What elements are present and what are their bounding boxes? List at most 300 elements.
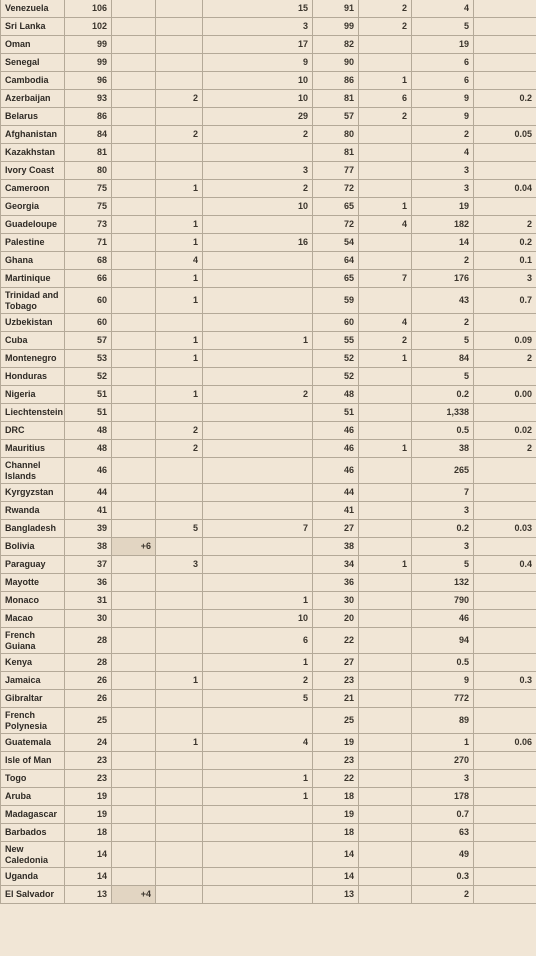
- active-cases-cell: 52: [313, 350, 359, 368]
- cases-per-million-cell: 19: [412, 36, 474, 54]
- active-cases-cell: 52: [313, 368, 359, 386]
- total-deaths-cell: [156, 806, 203, 824]
- new-cases-cell: [112, 824, 156, 842]
- active-cases-cell: 14: [313, 868, 359, 886]
- total-cases-cell: 75: [65, 180, 112, 198]
- cases-per-million-cell: 182: [412, 216, 474, 234]
- table-row: [1, 350, 536, 368]
- country-name-cell: Kenya: [1, 654, 65, 672]
- total-deaths-cell: [156, 72, 203, 90]
- serious-critical-cell: [359, 422, 412, 440]
- total-deaths-cell: 1: [156, 288, 203, 314]
- deaths-per-million-cell: 2: [474, 440, 536, 458]
- total-recovered-cell: [203, 216, 313, 234]
- country-name-cell: Rwanda: [1, 502, 65, 520]
- country-name-cell: French Guiana: [1, 628, 65, 654]
- country-name-cell: Afghanistan: [1, 126, 65, 144]
- country-name-cell: Oman: [1, 36, 65, 54]
- active-cases-cell: 22: [313, 770, 359, 788]
- deaths-per-million-cell: [474, 842, 536, 868]
- cases-per-million-cell: 4: [412, 0, 474, 18]
- new-cases-cell: [112, 90, 156, 108]
- country-name-cell: Honduras: [1, 368, 65, 386]
- total-cases-cell: 51: [65, 404, 112, 422]
- total-cases-cell: 28: [65, 654, 112, 672]
- table-row: [1, 90, 536, 108]
- new-cases-cell: [112, 734, 156, 752]
- total-recovered-cell: [203, 288, 313, 314]
- active-cases-cell: 23: [313, 752, 359, 770]
- cases-per-million-cell: 43: [412, 288, 474, 314]
- total-deaths-cell: [156, 868, 203, 886]
- serious-critical-cell: [359, 502, 412, 520]
- total-cases-cell: 84: [65, 126, 112, 144]
- country-name-cell: Liechtenstein: [1, 404, 65, 422]
- serious-critical-cell: [359, 708, 412, 734]
- deaths-per-million-cell: [474, 36, 536, 54]
- active-cases-cell: 34: [313, 556, 359, 574]
- serious-critical-cell: [359, 252, 412, 270]
- cases-per-million-cell: 14: [412, 234, 474, 252]
- total-recovered-cell: [203, 752, 313, 770]
- active-cases-cell: 81: [313, 90, 359, 108]
- total-cases-cell: 23: [65, 770, 112, 788]
- new-cases-cell: [112, 610, 156, 628]
- table-row: [1, 18, 536, 36]
- cases-per-million-cell: 2: [412, 252, 474, 270]
- table-row: [1, 422, 536, 440]
- serious-critical-cell: [359, 36, 412, 54]
- new-cases-cell: [112, 868, 156, 886]
- total-recovered-cell: [203, 708, 313, 734]
- deaths-per-million-cell: 0.05: [474, 126, 536, 144]
- new-cases-cell: [112, 628, 156, 654]
- country-name-cell: Cambodia: [1, 72, 65, 90]
- total-deaths-cell: 2: [156, 90, 203, 108]
- table-row: [1, 628, 536, 654]
- serious-critical-cell: 2: [359, 0, 412, 18]
- cases-per-million-cell: 19: [412, 198, 474, 216]
- deaths-per-million-cell: [474, 0, 536, 18]
- total-deaths-cell: [156, 654, 203, 672]
- deaths-per-million-cell: [474, 368, 536, 386]
- total-recovered-cell: [203, 806, 313, 824]
- total-cases-cell: 38: [65, 538, 112, 556]
- country-name-cell: Nigeria: [1, 386, 65, 404]
- active-cases-cell: 13: [313, 886, 359, 904]
- total-recovered-cell: 10: [203, 198, 313, 216]
- deaths-per-million-cell: 0.04: [474, 180, 536, 198]
- total-recovered-cell: 1: [203, 770, 313, 788]
- total-deaths-cell: 5: [156, 520, 203, 538]
- serious-critical-cell: 2: [359, 18, 412, 36]
- serious-critical-cell: [359, 520, 412, 538]
- new-cases-cell: [112, 842, 156, 868]
- active-cases-cell: 51: [313, 404, 359, 422]
- active-cases-cell: 46: [313, 422, 359, 440]
- active-cases-cell: 27: [313, 654, 359, 672]
- active-cases-cell: 21: [313, 690, 359, 708]
- active-cases-cell: 57: [313, 108, 359, 126]
- total-recovered-cell: [203, 144, 313, 162]
- total-cases-cell: 44: [65, 484, 112, 502]
- country-name-cell: Montenegro: [1, 350, 65, 368]
- total-recovered-cell: [203, 886, 313, 904]
- serious-critical-cell: [359, 752, 412, 770]
- cases-per-million-cell: 790: [412, 592, 474, 610]
- deaths-per-million-cell: [474, 404, 536, 422]
- table-row: [1, 162, 536, 180]
- cases-per-million-cell: 63: [412, 824, 474, 842]
- total-recovered-cell: [203, 842, 313, 868]
- serious-critical-cell: [359, 574, 412, 592]
- country-name-cell: El Salvador: [1, 886, 65, 904]
- new-cases-cell: [112, 108, 156, 126]
- cases-per-million-cell: 38: [412, 440, 474, 458]
- new-cases-cell: [112, 690, 156, 708]
- deaths-per-million-cell: [474, 752, 536, 770]
- table-row: [1, 610, 536, 628]
- new-cases-cell: [112, 126, 156, 144]
- total-recovered-cell: 15: [203, 0, 313, 18]
- serious-critical-cell: 1: [359, 556, 412, 574]
- table-row: [1, 440, 536, 458]
- total-recovered-cell: 2: [203, 672, 313, 690]
- total-deaths-cell: [156, 708, 203, 734]
- cases-per-million-cell: 0.2: [412, 520, 474, 538]
- total-deaths-cell: [156, 770, 203, 788]
- serious-critical-cell: 1: [359, 198, 412, 216]
- new-cases-cell: [112, 520, 156, 538]
- table-row: [1, 520, 536, 538]
- table-row: [1, 332, 536, 350]
- active-cases-cell: 65: [313, 198, 359, 216]
- country-name-cell: Mauritius: [1, 440, 65, 458]
- total-recovered-cell: [203, 458, 313, 484]
- country-name-cell: Georgia: [1, 198, 65, 216]
- total-deaths-cell: [156, 404, 203, 422]
- total-cases-cell: 52: [65, 368, 112, 386]
- total-cases-cell: 60: [65, 314, 112, 332]
- active-cases-cell: 46: [313, 458, 359, 484]
- total-cases-cell: 99: [65, 36, 112, 54]
- cases-per-million-cell: 6: [412, 72, 474, 90]
- cases-per-million-cell: 132: [412, 574, 474, 592]
- new-cases-cell: [112, 502, 156, 520]
- active-cases-cell: 72: [313, 216, 359, 234]
- total-cases-cell: 53: [65, 350, 112, 368]
- table-row: [1, 314, 536, 332]
- total-recovered-cell: 10: [203, 72, 313, 90]
- table-row: [1, 824, 536, 842]
- total-cases-cell: 81: [65, 144, 112, 162]
- deaths-per-million-cell: 3: [474, 270, 536, 288]
- total-cases-cell: 13: [65, 886, 112, 904]
- table-row: [1, 592, 536, 610]
- deaths-per-million-cell: [474, 574, 536, 592]
- table-body: [1, 0, 536, 904]
- serious-critical-cell: [359, 770, 412, 788]
- total-cases-cell: 41: [65, 502, 112, 520]
- country-name-cell: Channel Islands: [1, 458, 65, 484]
- serious-critical-cell: 2: [359, 332, 412, 350]
- country-name-cell: Kazakhstan: [1, 144, 65, 162]
- total-deaths-cell: [156, 54, 203, 72]
- total-cases-cell: 80: [65, 162, 112, 180]
- serious-critical-cell: 2: [359, 108, 412, 126]
- cases-per-million-cell: 89: [412, 708, 474, 734]
- total-deaths-cell: [156, 36, 203, 54]
- new-cases-cell: [112, 36, 156, 54]
- deaths-per-million-cell: 0.2: [474, 234, 536, 252]
- total-cases-cell: 48: [65, 440, 112, 458]
- new-cases-cell: [112, 484, 156, 502]
- cases-per-million-cell: 0.5: [412, 422, 474, 440]
- active-cases-cell: 30: [313, 592, 359, 610]
- new-cases-cell: +6: [112, 538, 156, 556]
- table-row: [1, 484, 536, 502]
- active-cases-cell: 55: [313, 332, 359, 350]
- new-cases-cell: [112, 654, 156, 672]
- serious-critical-cell: [359, 806, 412, 824]
- total-cases-cell: 96: [65, 72, 112, 90]
- serious-critical-cell: [359, 788, 412, 806]
- total-deaths-cell: [156, 0, 203, 18]
- country-name-cell: Cuba: [1, 332, 65, 350]
- country-name-cell: Monaco: [1, 592, 65, 610]
- cases-per-million-cell: 5: [412, 18, 474, 36]
- new-cases-cell: [112, 386, 156, 404]
- total-recovered-cell: 5: [203, 690, 313, 708]
- cases-per-million-cell: 0.5: [412, 654, 474, 672]
- total-deaths-cell: 1: [156, 332, 203, 350]
- deaths-per-million-cell: 0.2: [474, 90, 536, 108]
- total-recovered-cell: 7: [203, 520, 313, 538]
- total-recovered-cell: 1: [203, 332, 313, 350]
- country-name-cell: Ghana: [1, 252, 65, 270]
- total-deaths-cell: [156, 592, 203, 610]
- active-cases-cell: 18: [313, 824, 359, 842]
- country-name-cell: Venezuela: [1, 0, 65, 18]
- active-cases-cell: 80: [313, 126, 359, 144]
- active-cases-cell: 64: [313, 252, 359, 270]
- total-deaths-cell: 2: [156, 126, 203, 144]
- active-cases-cell: 44: [313, 484, 359, 502]
- serious-critical-cell: 4: [359, 314, 412, 332]
- total-deaths-cell: 1: [156, 216, 203, 234]
- total-recovered-cell: 16: [203, 234, 313, 252]
- active-cases-cell: 46: [313, 440, 359, 458]
- active-cases-cell: 36: [313, 574, 359, 592]
- cases-per-million-cell: 265: [412, 458, 474, 484]
- country-name-cell: DRC: [1, 422, 65, 440]
- new-cases-cell: [112, 806, 156, 824]
- active-cases-cell: 23: [313, 672, 359, 690]
- country-name-cell: Uganda: [1, 868, 65, 886]
- total-cases-cell: 31: [65, 592, 112, 610]
- deaths-per-million-cell: 0.00: [474, 386, 536, 404]
- serious-critical-cell: [359, 538, 412, 556]
- total-recovered-cell: 3: [203, 18, 313, 36]
- total-recovered-cell: 4: [203, 734, 313, 752]
- table-row: [1, 708, 536, 734]
- serious-critical-cell: [359, 368, 412, 386]
- serious-critical-cell: 4: [359, 216, 412, 234]
- country-name-cell: Barbados: [1, 824, 65, 842]
- total-deaths-cell: [156, 198, 203, 216]
- active-cases-cell: 14: [313, 842, 359, 868]
- new-cases-cell: [112, 458, 156, 484]
- active-cases-cell: 54: [313, 234, 359, 252]
- total-recovered-cell: 1: [203, 654, 313, 672]
- total-recovered-cell: 9: [203, 54, 313, 72]
- total-recovered-cell: [203, 502, 313, 520]
- cases-per-million-cell: 5: [412, 332, 474, 350]
- country-name-cell: Martinique: [1, 270, 65, 288]
- total-cases-cell: 14: [65, 868, 112, 886]
- deaths-per-million-cell: [474, 628, 536, 654]
- active-cases-cell: 65: [313, 270, 359, 288]
- table-row: [1, 270, 536, 288]
- cases-per-million-cell: 4: [412, 144, 474, 162]
- country-name-cell: Belarus: [1, 108, 65, 126]
- new-cases-cell: [112, 234, 156, 252]
- table-row: [1, 770, 536, 788]
- total-deaths-cell: 1: [156, 180, 203, 198]
- new-cases-cell: [112, 350, 156, 368]
- new-cases-cell: [112, 72, 156, 90]
- total-cases-cell: 14: [65, 842, 112, 868]
- cases-per-million-cell: 3: [412, 502, 474, 520]
- total-cases-cell: 19: [65, 788, 112, 806]
- total-recovered-cell: [203, 422, 313, 440]
- table-row: [1, 288, 536, 314]
- serious-critical-cell: [359, 824, 412, 842]
- total-deaths-cell: 3: [156, 556, 203, 574]
- total-cases-cell: 25: [65, 708, 112, 734]
- table-row: [1, 144, 536, 162]
- total-recovered-cell: 1: [203, 788, 313, 806]
- total-cases-cell: 51: [65, 386, 112, 404]
- deaths-per-million-cell: [474, 198, 536, 216]
- country-name-cell: Macao: [1, 610, 65, 628]
- total-recovered-cell: [203, 368, 313, 386]
- cases-per-million-cell: 84: [412, 350, 474, 368]
- new-cases-cell: [112, 752, 156, 770]
- active-cases-cell: 18: [313, 788, 359, 806]
- total-recovered-cell: [203, 556, 313, 574]
- deaths-per-million-cell: [474, 108, 536, 126]
- cases-per-million-cell: 178: [412, 788, 474, 806]
- serious-critical-cell: 1: [359, 440, 412, 458]
- total-recovered-cell: [203, 270, 313, 288]
- deaths-per-million-cell: 0.1: [474, 252, 536, 270]
- country-name-cell: Jamaica: [1, 672, 65, 690]
- serious-critical-cell: 1: [359, 72, 412, 90]
- serious-critical-cell: [359, 690, 412, 708]
- new-cases-cell: [112, 270, 156, 288]
- table-row: [1, 216, 536, 234]
- deaths-per-million-cell: 0.03: [474, 520, 536, 538]
- serious-critical-cell: [359, 592, 412, 610]
- total-cases-cell: 66: [65, 270, 112, 288]
- total-recovered-cell: [203, 314, 313, 332]
- serious-critical-cell: [359, 180, 412, 198]
- serious-critical-cell: [359, 458, 412, 484]
- country-name-cell: Cameroon: [1, 180, 65, 198]
- country-name-cell: Palestine: [1, 234, 65, 252]
- table-row: [1, 36, 536, 54]
- total-cases-cell: 24: [65, 734, 112, 752]
- table-row: [1, 654, 536, 672]
- new-cases-cell: [112, 162, 156, 180]
- cases-per-million-cell: 46: [412, 610, 474, 628]
- cases-per-million-cell: 1,338: [412, 404, 474, 422]
- table-row: [1, 234, 536, 252]
- total-cases-cell: 26: [65, 672, 112, 690]
- table-row: [1, 108, 536, 126]
- serious-critical-cell: [359, 126, 412, 144]
- serious-critical-cell: [359, 144, 412, 162]
- country-name-cell: Ivory Coast: [1, 162, 65, 180]
- serious-critical-cell: [359, 610, 412, 628]
- total-cases-cell: 30: [65, 610, 112, 628]
- total-cases-cell: 71: [65, 234, 112, 252]
- total-recovered-cell: 10: [203, 610, 313, 628]
- active-cases-cell: 60: [313, 314, 359, 332]
- cases-per-million-cell: 3: [412, 538, 474, 556]
- deaths-per-million-cell: [474, 868, 536, 886]
- active-cases-cell: 20: [313, 610, 359, 628]
- total-deaths-cell: [156, 368, 203, 386]
- active-cases-cell: 86: [313, 72, 359, 90]
- table-row: [1, 538, 536, 556]
- cases-per-million-cell: 0.2: [412, 386, 474, 404]
- country-name-cell: Mayotte: [1, 574, 65, 592]
- deaths-per-million-cell: 0.09: [474, 332, 536, 350]
- serious-critical-cell: [359, 734, 412, 752]
- table-row: [1, 502, 536, 520]
- total-recovered-cell: 2: [203, 386, 313, 404]
- table-row: [1, 752, 536, 770]
- deaths-per-million-cell: 0.7: [474, 288, 536, 314]
- new-cases-cell: [112, 314, 156, 332]
- country-name-cell: New Caledonia: [1, 842, 65, 868]
- total-recovered-cell: [203, 868, 313, 886]
- total-cases-cell: 28: [65, 628, 112, 654]
- total-recovered-cell: [203, 440, 313, 458]
- serious-critical-cell: [359, 54, 412, 72]
- serious-critical-cell: [359, 288, 412, 314]
- cases-per-million-cell: 9: [412, 108, 474, 126]
- total-deaths-cell: [156, 484, 203, 502]
- active-cases-cell: 91: [313, 0, 359, 18]
- cases-per-million-cell: 49: [412, 842, 474, 868]
- total-deaths-cell: [156, 162, 203, 180]
- cases-per-million-cell: 772: [412, 690, 474, 708]
- active-cases-cell: 22: [313, 628, 359, 654]
- deaths-per-million-cell: [474, 770, 536, 788]
- new-cases-cell: [112, 440, 156, 458]
- table-row: [1, 126, 536, 144]
- cases-per-million-cell: 1: [412, 734, 474, 752]
- new-cases-cell: [112, 592, 156, 610]
- table-row: [1, 458, 536, 484]
- new-cases-cell: [112, 252, 156, 270]
- total-deaths-cell: 2: [156, 422, 203, 440]
- serious-critical-cell: 1: [359, 350, 412, 368]
- deaths-per-million-cell: 0.4: [474, 556, 536, 574]
